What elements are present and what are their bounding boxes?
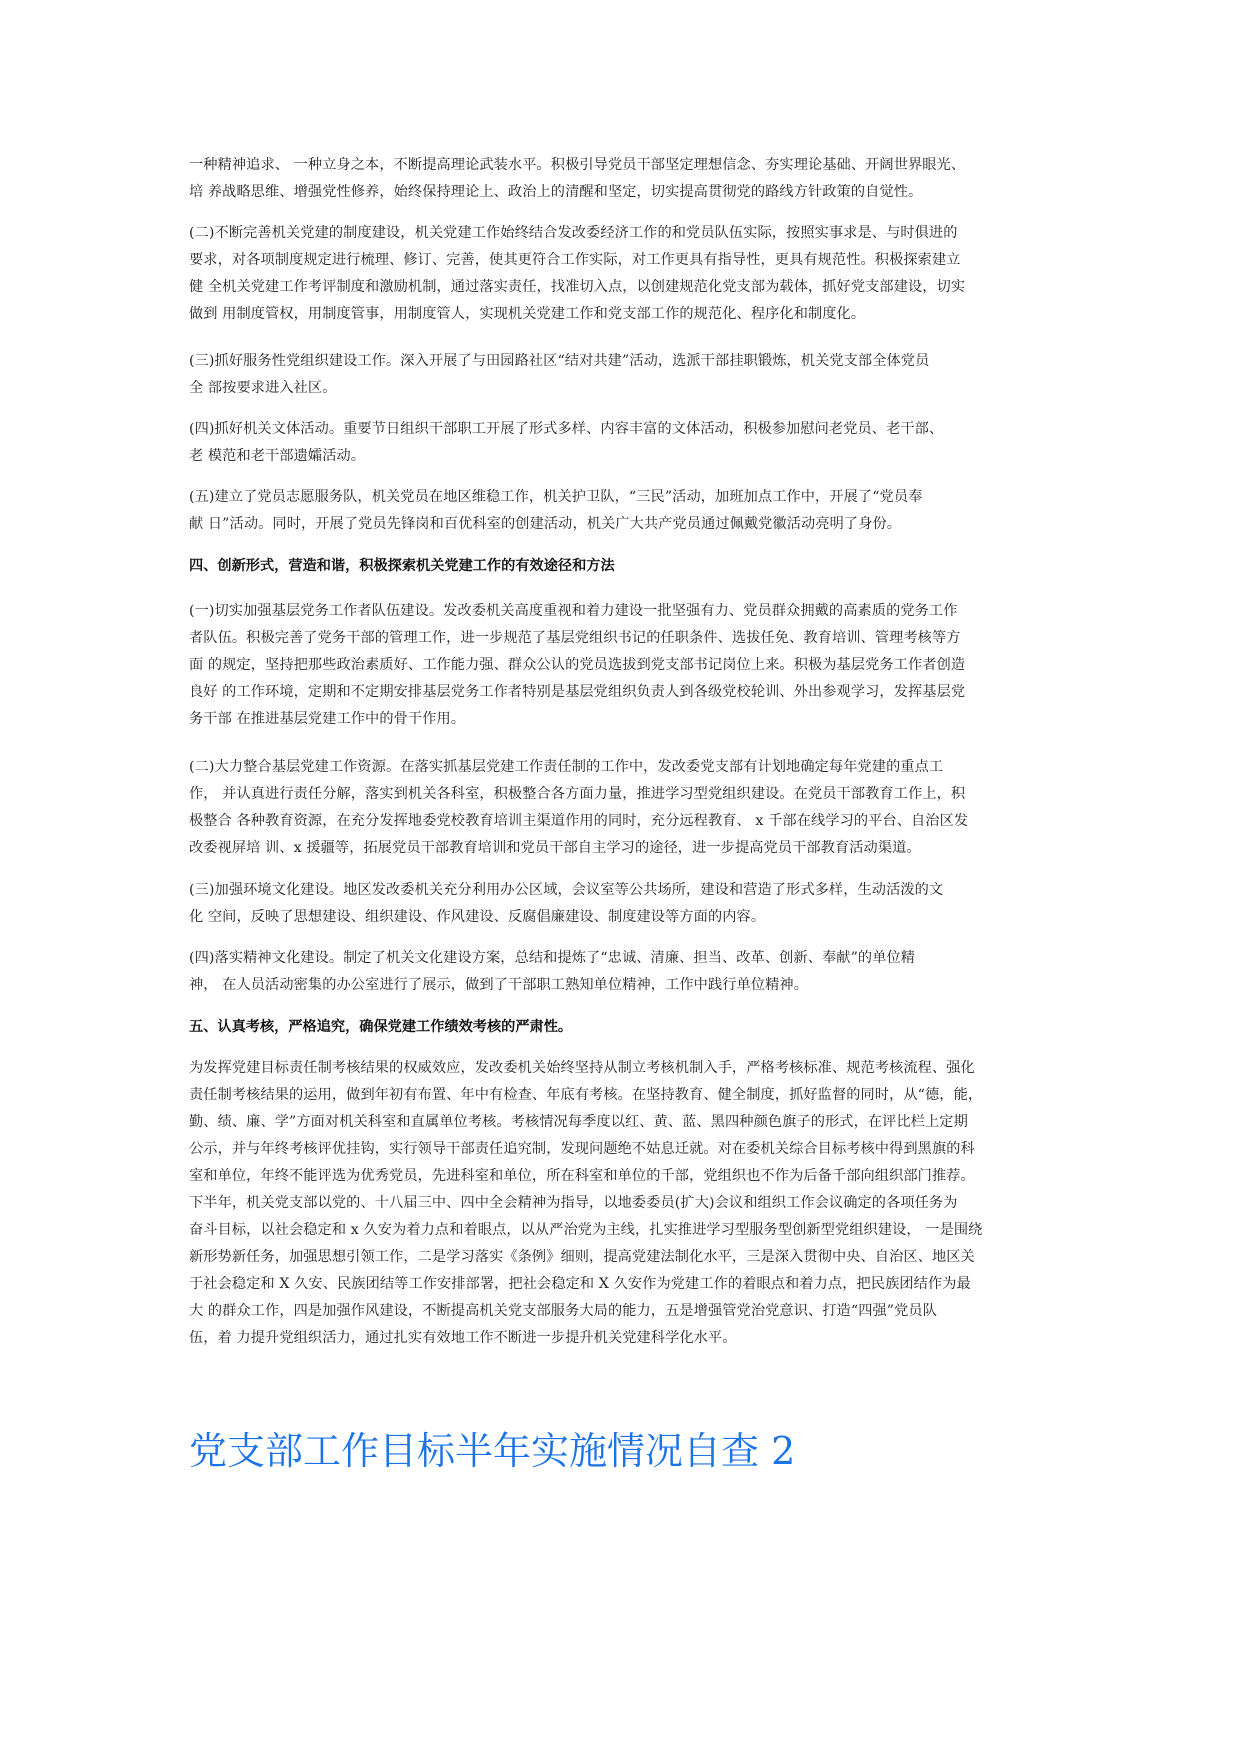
- text-line: (二)不断完善机关党建的制度建设，机关党建工作始终结合发改委经济工作的和党员队伍实际，按照实事求是、与时俱进的: [189, 225, 958, 241]
- text-line: 面 的规定，坚持把那些政治素质好、工作能力强、群众公认的党员选拔到党支部书记岗位上来。积极为基层党务工作者创造: [189, 657, 966, 673]
- section-heading-five: 五、认真考核，严格追究，确保党建工作绩效考核的严肃性。: [189, 1019, 573, 1035]
- text-line: 责任制考核结果的运用，做到年初有布置、年中有检查、年底有考核。在坚持教育、健全制度，抓好监督的同时，从“德，能，: [189, 1087, 983, 1103]
- text-line: 下半年，机关党支部以党的、十八届三中、四中全会精神为指导，以地委委员(扩大)会议和组织工作会议确定的各项任务为: [189, 1195, 958, 1211]
- paragraph-service-party: [189, 348, 1055, 402]
- text-line: (二)大力整合基层党建工作资源。在落实抓基层党建工作责任制的工作中，发改委党支部有计划地确定每年党建的重点工: [189, 759, 944, 775]
- text-line: (五)建立了党员志愿服务队，机关党员在地区维稳工作，机关护卫队，“三民”活动，加班加点工作中，开展了“党员奉: [189, 489, 923, 505]
- text-line: 公示，并与年终考核评优挂钩，实行领导干部责任追究制，发现问题绝不姑息迁就。对在委机关综合目标考核中得到黑旗的科: [189, 1141, 975, 1157]
- text-line: 务干部 在推进基层党建工作中的骨干作用。: [189, 711, 466, 727]
- text-line: 化 空间，反映了思想建设、组织建设、作风建设、反腐倡廉建设、制度建设等方面的内容。: [189, 909, 766, 925]
- paragraph-environment-culture: [189, 877, 1055, 931]
- text-line: 于社会稳定和 X 久安、民族团结等工作安排部署，把社会稳定和 X 久安作为党建工作的着眼点和着力点，把民族团结作为最: [189, 1276, 971, 1292]
- text-line: (三)抓好服务性党组织建设工作。深入开展了与田园路社区“结对共建”活动，选派干部挂职锻炼，机关党支部全体党员: [189, 353, 930, 369]
- paragraph-resources: [189, 754, 1055, 862]
- text-line: 献 日”活动。同时，开展了党员先锋岗和百优科室的创建活动，机关广大共产党员通过佩戴党徽活动亮明了身份。: [189, 516, 902, 532]
- text-line: 要求，对各项制度规定进行梳理、修订、完善，使其更符合工作实际，对工作更具有指导性，更具有规范性。积极探索建立: [189, 252, 961, 268]
- document-title: 党支部工作目标半年实施情况自查 2: [189, 1429, 796, 1473]
- text-line: 者队伍。积极完善了党务干部的管理工作，进一步规范了基层党组织书记的任职条件、选拔任免、教育培训、管理考核等方: [189, 630, 961, 646]
- text-line: 室和单位，年终不能评选为优秀党员，先进科室和单位，所在科室和单位的千部，党组织也不作为后备千部向组织部门推荐。: [189, 1168, 975, 1184]
- text-line: 健 全机关党建工作考评制度和激励机制，通过落实责任，找准切入点，以创建规范化党支部为载体，抓好党支部建设，切实: [189, 279, 966, 295]
- text-line: 极整合 各种教育资源，在充分发挥地委党校教育培训主渠道作用的同时，充分远程教育、 x 千部在线学习的平台、自治区发: [189, 813, 969, 829]
- text-line: 良好 的工作环境，定期和不定期安排基层党务工作者特别是基层党组织负责人到各级党校轮训、外出参观学习，发挥基层党: [189, 684, 966, 700]
- text-line: 奋斗目标，以社会稳定和 x 久安为着力点和着眼点，以从严治党为主线，扎实推进学习型服务型创新型党组织建设， 一是围绕: [189, 1222, 983, 1238]
- text-line: 培 养战略思维、增强党性修养，始终保持理论上、政治上的清醒和坚定，切实提高贯彻党的路线方针政策的自觉性。: [189, 184, 923, 200]
- text-line: (一)切实加强基层党务工作者队伍建设。发改委机关高度重视和着力建设一批坚强有力、党员群众拥戴的高素质的党务工作: [189, 603, 958, 619]
- text-line: 伍，着 力提升党组织活力，通过扎实有效地工作不断进一步提升机关党建科学化水平。: [189, 1330, 737, 1346]
- text-line: 大 的群众工作，四是加强作风建设，不断提高机关党支部服务大局的能力，五是增强管党治党意识、打造“四强”党员队: [189, 1303, 937, 1319]
- text-line: (四)落实精神文化建设。制定了机关文化建设方案，总结和提炼了“忠诚、清廉、担当、改革、创新、奉献”的单位精: [189, 950, 916, 966]
- section-heading-four: 四、创新形式，营造和谐，积极探索机关党建工作的有效途径和方法: [189, 558, 615, 574]
- text-line: (四)抓好机关文体活动。重要节日组织干部职工开展了形式多样、内容丰富的文体活动，积极参加慰问老党员、老干部、: [189, 421, 944, 437]
- paragraph-team-building: [189, 598, 1055, 733]
- text-line: 老 模范和老干部遗孀活动。: [189, 448, 366, 464]
- text-line: 做到 用制度管权，用制度管事，用制度管人，实现机关党建工作和党支部工作的规范化、程序化和制度化。: [189, 306, 866, 322]
- paragraph-system-building: [189, 220, 1055, 328]
- text-line: 全 部按要求进入社区。: [189, 380, 337, 396]
- paragraph-volunteer: [189, 484, 1055, 538]
- text-line: 一种精神追求、 一种立身之本，不断提高理论武装水平。积极引导党员干部坚定理想信念、夯实理论基础、开阔世界眼光、: [189, 157, 966, 173]
- text-line: 改委视屏培 训、x 援疆等，拓展党员干部教育培训和党员干部自主学习的途径，进一步提高党员干部教育活动渠道。: [189, 840, 921, 856]
- text-line: 神， 在人员活动密集的办公室进行了展示，做到了干部职工熟知单位精神，工作中践行单位精神。: [189, 977, 808, 993]
- paragraph-assessment: [189, 1055, 1055, 1352]
- paragraph-theory: [189, 152, 1055, 206]
- text-line: 为发挥党建目标责任制考核结果的权威效应，发改委机关始终坚持从制立考核机制入手，严格考核标准、规范考核流程、强化: [189, 1060, 975, 1076]
- paragraph-spirit-culture: [189, 945, 1055, 999]
- text-line: 作， 并认真进行责任分解，落实到机关各科室，积极整合各方面力量，推进学习型党组织建设。在党员干部教育工作上，积: [189, 786, 966, 802]
- text-line: 勤、绩、廉、学”方面对机关科室和直属单位考核。考核情况每季度以红、黄、蓝、黑四种颜色旗子的形式，在评比栏上定期: [189, 1114, 968, 1130]
- text-line: 新形势新任务，加强思想引领工作，二是学习落实《条例》细则，提高党建法制化水平，三是深入贯彻中央、自治区、地区关: [189, 1249, 975, 1265]
- text-line: (三)加强环境文化建设。地区发改委机关充分利用办公区域，会议室等公共场所，建设和营造了形式多样，生动活泼的文: [189, 882, 944, 898]
- paragraph-culture-sports: [189, 416, 1055, 470]
